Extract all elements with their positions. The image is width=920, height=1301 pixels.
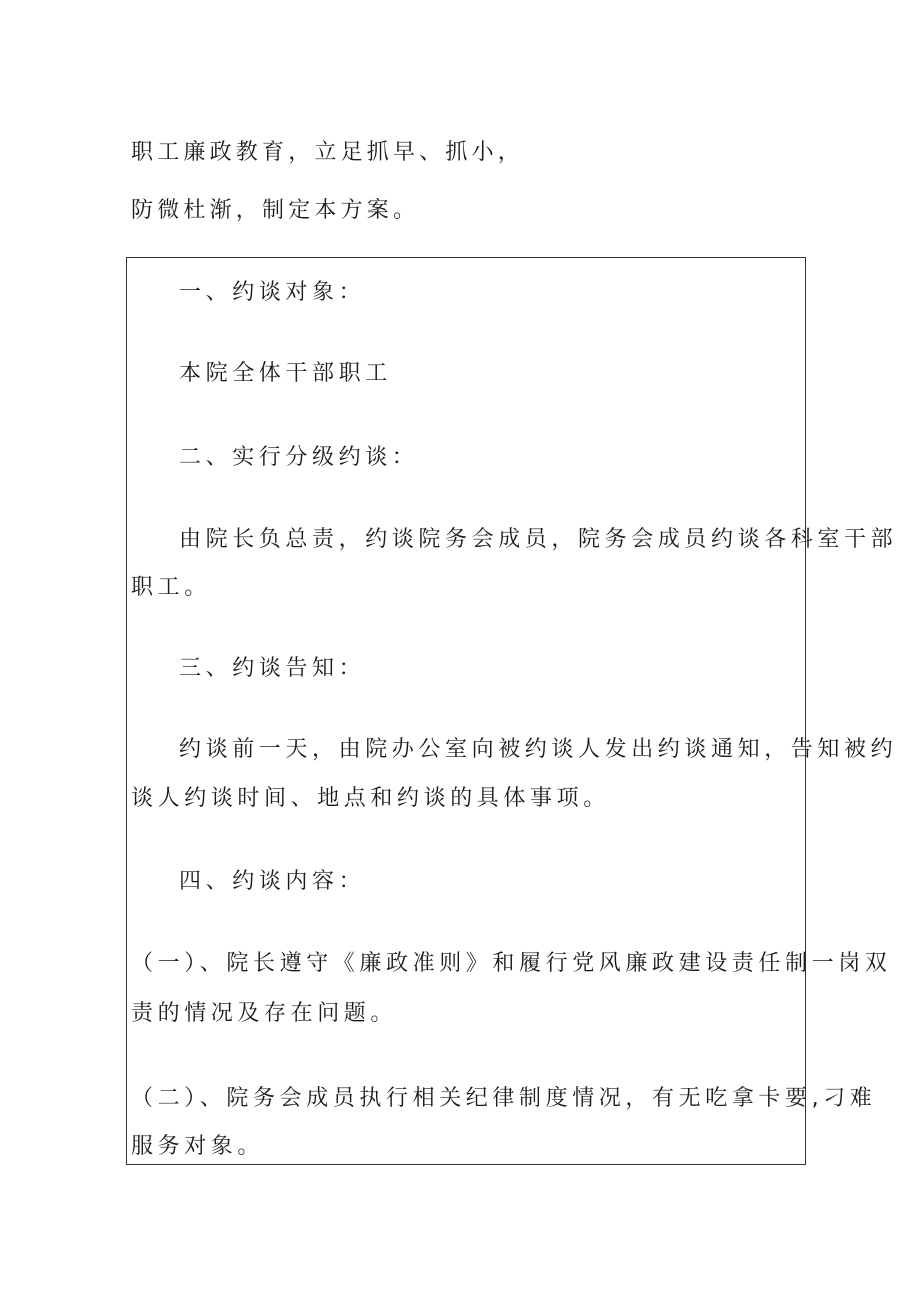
section-3-body-line-2: 谈人约谈时间、地点和约谈的具体事项。 [131,786,610,811]
section-1-heading: 一、约谈对象： [179,280,366,305]
section-2-heading: 二、实行分级约谈： [179,445,419,470]
intro-line-2: 防微杜渐，制定本方案。 [131,198,420,223]
section-4-heading: 四、约谈内容： [179,869,366,894]
content-box [126,257,898,1165]
section-4-item-1-line-1: （一）、院长遵守《廉政准则》和履行党风廉政建设责任制一岗双 [131,951,892,976]
section-4-item-2-line-2: 服务对象。 [131,1134,265,1159]
section-3-body-line-1: 约谈前一天，由院办公室向被约谈人发出约谈通知，告知被约 [179,737,898,762]
section-2-body-line-2: 职工。 [131,575,211,600]
section-4-item-1-line-2: 责的情况及存在问题。 [131,1001,398,1026]
section-1-body: 本院全体干部职工 [179,361,392,386]
section-4-item-2-line-1: （二）、院务会成员执行相关纪律制度情况，有无吃拿卡要,刁难 [131,1086,877,1111]
intro-line-1: 职工廉政教育，立足抓早、抓小， [131,140,525,165]
section-3-heading: 三、约谈告知： [179,656,366,681]
section-2-body-line-1: 由院长负总责，约谈院务会成员，院务会成员约谈各科室干部 [179,527,898,552]
